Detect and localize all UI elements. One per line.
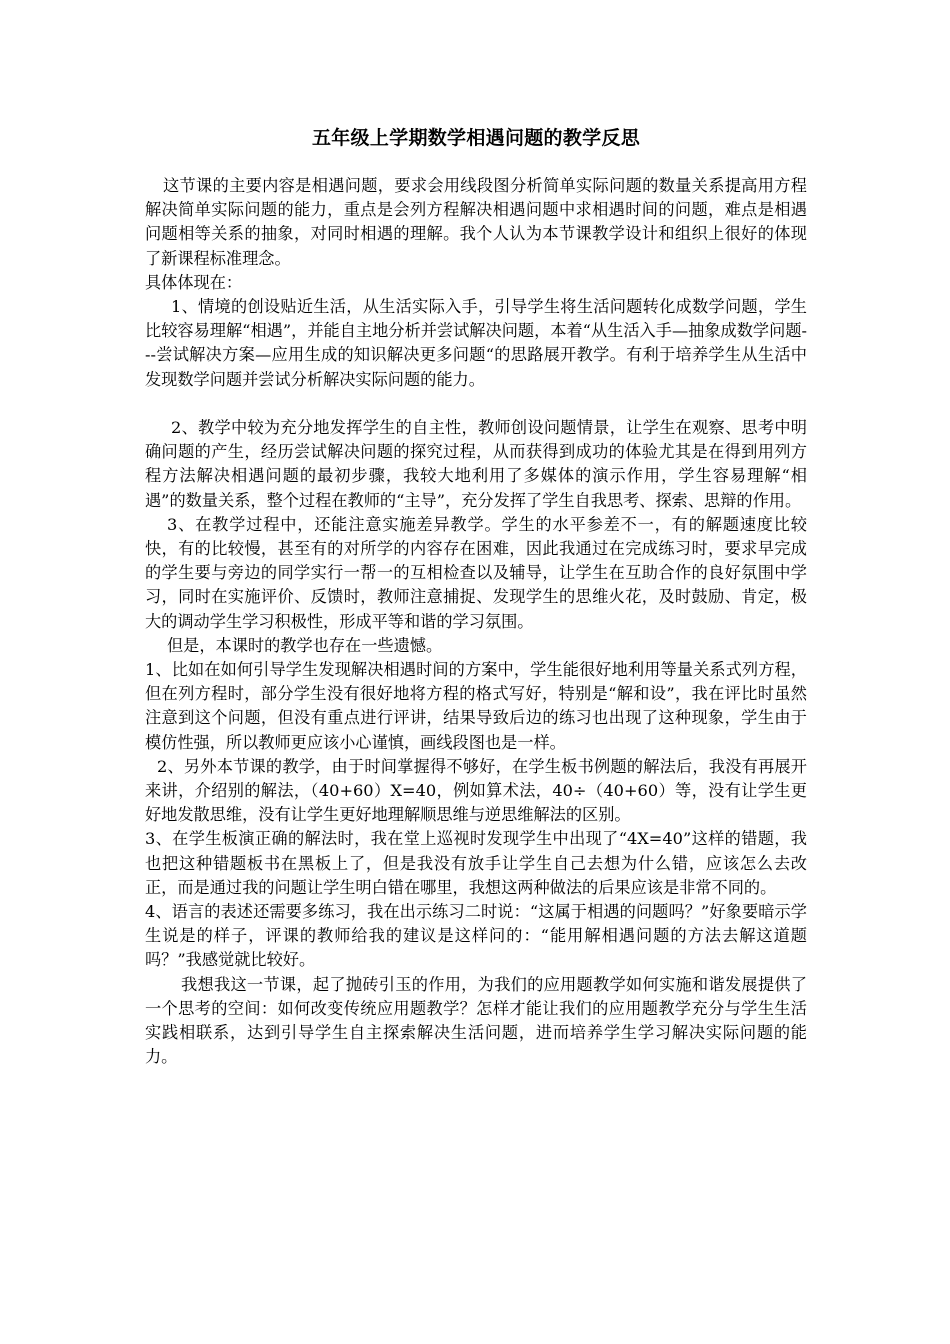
page-title: 五年级上学期数学相遇问题的教学反思 [311, 127, 641, 149]
paragraph-point-2: 2、教学中较为充分地发挥学生的自主性，教师创设问题情景，让学生在观察、思考中明确问题的产生，经历尝试解决问题的探究过程，从而获得到成功的体验尤其是在得到用列方程方法解决相遇问题的最初步骤，我较大地利用了多媒体的演示作用，学生容易理解“相遇”的数量关系，整个过程在教师的“主导”，充分发挥了学生自我思考、探索、思辩的作用。 [145, 418, 807, 510]
paragraph-regret-1: 1、比如在如何引导学生发现解决相遇时间的方案中，学生能很好地利用等量关系式列方程，但在列方程时，部分学生没有很好地将方程的格式写好，特别是“解和设”，我在评比时虽然注意到这个问题，但没有重点进行评讲，结果导致后边的练习也出现了这种现象，学生由于模仿性强，所以教师更应该小心谨慎，画线段图也是一样。 [145, 660, 807, 752]
paragraph-conclusion: 我想我这一节课，起了抛砖引玉的作用，为我们的应用题教学如何实施和谐发展提供了一个思考的空间：如何改变传统应用题教学？怎样才能让我们的应用题教学充分与学生生活实践相联系，达到引导学生自主探索解决生活问题，进而培养学生学习解决实际问题的能力。 [145, 974, 807, 1067]
paragraph-intro: 这节课的主要内容是相遇问题，要求会用线段图分析简单实际问题的数量关系提高用方程解决简单实际问题的能力，重点是会列方程解决相遇问题中求相遇时间的问题，难点是相遇问题相等关系的抽象，对同时相遇的理解。我个人认为本节课教学设计和组织上很好的体现了新课程标准理念。 [145, 176, 807, 268]
paragraph-point-3: 3、在教学过程中，还能注意实施差异教学。学生的水平参差不一，有的解题速度比较快，有的比较慢，甚至有的对所学的内容存在困难，因此我通过在完成练习时，要求早完成的学生要与旁边的同学实行一帮一的互相检查以及辅导，让学生在互助合作的良好氛围中学习，同时在实施评价、反馈时，教师注意捕捉、发现学生的思维火花，及时鼓励、肯定，极大的调动学生学习积极性，形成平等和谐的学习氛围。 [145, 514, 807, 631]
paragraph-specifics-label: 具体体现在： [145, 272, 243, 292]
paragraph-point-1: 1、情境的创设贴近生活，从生活实际入手，引导学生将生活问题转化成数学问题，学生比较容易理解“相遇”，并能自主地分析并尝试解决问题，本着“从生活入手—抽象成数学问题---尝试解决方案—应用生成的知识解决更多问题“的思路展开教学。有利于培养学生从生活中发现数学问题并尝试分析解决实际问题的能力。 [145, 297, 807, 389]
document-body [145, 174, 807, 1070]
paragraph-regret-3: 3、在学生板演正确的解法时，我在堂上巡视时发现学生中出现了“4X=40”这样的错题，我也把这种错题板书在黑板上了，但是我没有放手让学生自己去想为什么错，应该怎么去改正，而是通过我的问题让学生明白错在哪里，我想这两种做法的后果应该是非常不同的。 [145, 829, 807, 897]
paragraph-regret-4: 4、语言的表述还需要多练习，我在出示练习二时说：“这属于相遇的问题吗？”好象要暗示学生说是的样子，评课的教师给我的建议是这样问的：“能用解相遇问题的方法去解这道题吗？”我感觉就比较好。 [145, 902, 807, 970]
paragraph-regrets-intro: 但是，本课时的教学也存在一些遗憾。 [167, 635, 443, 655]
paragraph-regret-2: 2、另外本节课的教学，由于时间掌握得不够好，在学生板书例题的解法后，我没有再展开来讲，介绍别的解法，（40+60）X=40，例如算术法，40÷（40+60）等，没有让学生更好地发散思维，没有让学生更好地理解顺思维与逆思维解法的区别。 [145, 756, 807, 825]
blank-line [145, 392, 807, 416]
